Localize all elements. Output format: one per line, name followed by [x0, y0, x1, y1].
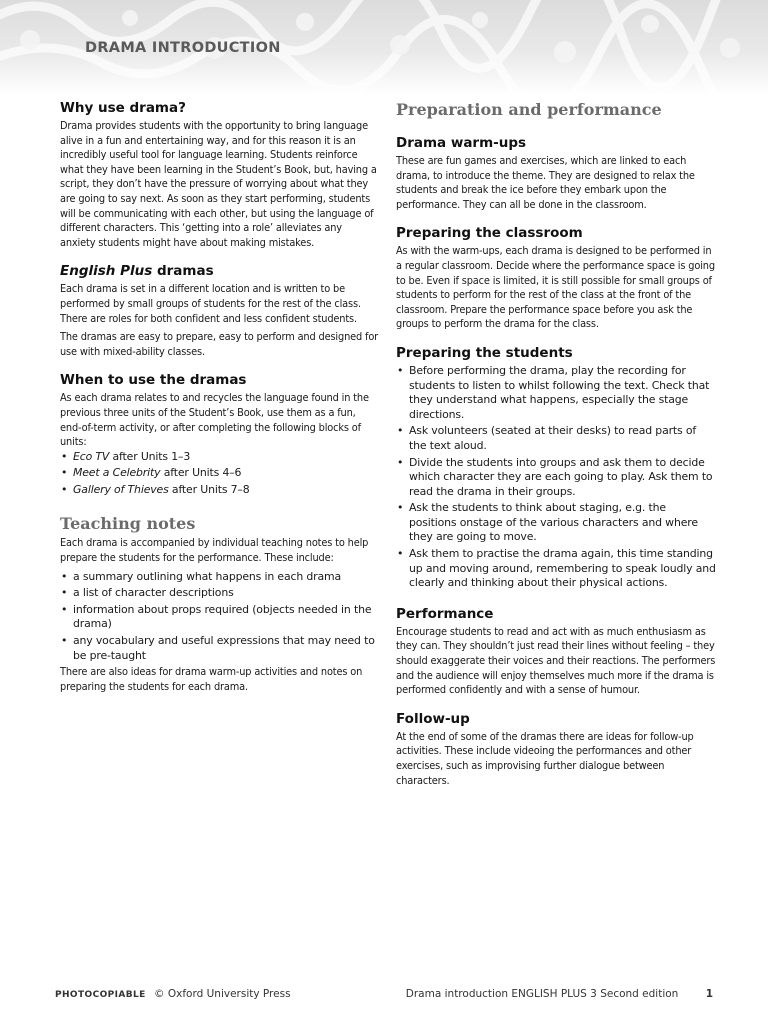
list-item: • Before performing the drama, play the recording for students to listen to whilst following the text. Check that they understand what happens, especially the stage directions. — [396, 364, 716, 422]
when-to-use-heading: When to use the dramas — [60, 372, 247, 389]
when-to-use-text: As each drama relates to and recycles the language found in the previous three units of the Student’s Book, use them as a fun, end-of-term activity, or after completing the following blocks of units: — [60, 391, 369, 449]
footer-left — [55, 988, 291, 1000]
list-item: • a list of character descriptions — [60, 586, 380, 601]
preparing-classroom-heading: Preparing the classroom — [396, 225, 583, 242]
footer-book-title: Drama introduction ENGLISH PLUS 3 Second edition — [405, 988, 679, 1000]
warm-ups-heading: Drama warm-ups — [396, 135, 527, 151]
warm-ups-section — [396, 135, 716, 212]
warm-ups-text: These are fun games and exercises, which are linked to each drama, to introduce the theme. They are designed to relax the students and break the ice before they embark upon the performance. They can all be done in the classroom. — [396, 154, 695, 211]
left-column — [60, 100, 380, 694]
why-use-drama-section — [60, 100, 380, 250]
teaching-notes-heading: Teaching notes — [60, 514, 196, 534]
when-to-use-section — [60, 372, 380, 497]
preparing-students-heading: Preparing the students — [396, 344, 573, 361]
preparing-classroom-text: As with the warm-ups, each drama is designed to be performed in a regular classroom. Decide where the performance space is going to be. Even if space is limited, it is still possible for small groups of students to perform for the rest of the class at the front of the classroom. Prepare the performance space before you ask the groups to perform the drama for the class. — [396, 244, 715, 331]
list-item: • information about props required (objects needed in the drama) — [60, 603, 380, 632]
list-item: • Divide the students into groups and ask them to decide which character they are each going to play. Ask them to read the drama in their groups. — [396, 456, 716, 500]
drama-units: after Units 4–6 — [160, 466, 242, 480]
drama-units: after Units 1–3 — [109, 449, 191, 463]
english-plus-dramas-text-2: The dramas are easy to prepare, easy to perform and designed for use with mixed-ability classes. — [60, 330, 379, 358]
why-use-drama-heading: Why use drama? — [60, 100, 186, 116]
follow-up-heading: Follow-up — [396, 710, 470, 727]
preparing-students-list — [396, 364, 716, 591]
preparing-students-section — [396, 345, 716, 591]
english-plus-title: English Plus — [60, 263, 153, 280]
english-plus-dramas-section — [60, 263, 380, 359]
list-item: • Ask volunteers (seated at their desks) to read parts of the text aloud. — [396, 424, 716, 453]
page-header-title: DRAMA INTRODUCTION — [85, 40, 281, 56]
dramas-word: dramas — [152, 263, 214, 280]
drama-units: after Units 7–8 — [168, 482, 250, 496]
list-item — [60, 466, 380, 481]
drama-blocks-list — [60, 450, 380, 498]
photocopiable-label: PHOTOCOPIABLE — [55, 990, 146, 1000]
teaching-notes-after-text: There are also ideas for drama warm-up activities and notes on preparing the students for each drama. — [60, 665, 363, 693]
teaching-notes-list — [60, 570, 380, 664]
teaching-notes-section — [60, 514, 380, 694]
list-item: • Ask them to practise the drama again, this time standing up and moving around, remembering to speak loudly and clearly and thinking about their physical actions. — [396, 547, 716, 591]
drama-title: Eco TV — [73, 449, 110, 463]
list-item — [60, 483, 380, 498]
copyright-text: © Oxford University Press — [154, 988, 291, 1000]
list-item — [60, 450, 380, 465]
list-item: • a summary outlining what happens in each drama — [60, 570, 380, 585]
follow-up-section — [396, 711, 716, 788]
drama-title: Gallery of Thieves — [73, 482, 169, 496]
performance-section — [396, 606, 716, 698]
preparing-classroom-section — [396, 225, 716, 332]
teaching-notes-text: Each drama is accompanied by individual teaching notes to help prepare the students for the performance. These include: — [60, 536, 369, 565]
right-column — [396, 100, 716, 788]
page-number: 1 — [705, 988, 713, 1000]
performance-text: Encourage students to read and act with as much enthusiasm as they can. They shouldn’t just read their lines without feeling – they should exaggerate their voices and their reactions. The performers and the audience will enjoy themselves much more if the drama is performed confidently and with a sense of humour. — [396, 624, 716, 697]
header-band — [0, 0, 768, 95]
drama-title: Meet a Celebrity — [73, 466, 161, 480]
english-plus-dramas-text: Each drama is set in a different location and is written to be performed by small groups of students for the rest of the class. There are roles for both confident and less confident students. — [60, 282, 361, 325]
footer-right — [406, 988, 713, 1000]
follow-up-text: At the end of some of the dramas there are ideas for follow-up activities. These include videoing the performances and other exercises, such as improvising further dialogue between characters. — [396, 729, 694, 787]
preparation-performance-heading: Preparation and performance — [396, 100, 662, 119]
list-item: • Ask the students to think about staging, e.g. the positions onstage of the various characters and where they are going to move. — [396, 501, 716, 545]
list-item: • any vocabulary and useful expressions that may need to be pre-taught — [60, 634, 380, 663]
why-use-drama-text: Drama provides students with the opportunity to bring language alive in a fun and entertaining way, and for this reason it is an incredibly useful tool for language learning. Students reinforce what they have been learning in the Student’s Book, but, having a script, they don’t have the pressure of worrying about what they are going to say next. As soon as they start performing, students will be communicating with each other, but using the language of different characters. This ‘getting into a role’ alleviates any anxiety students might have about making mistakes. — [60, 119, 377, 249]
english-plus-dramas-heading — [60, 263, 380, 280]
performance-heading: Performance — [396, 605, 494, 622]
